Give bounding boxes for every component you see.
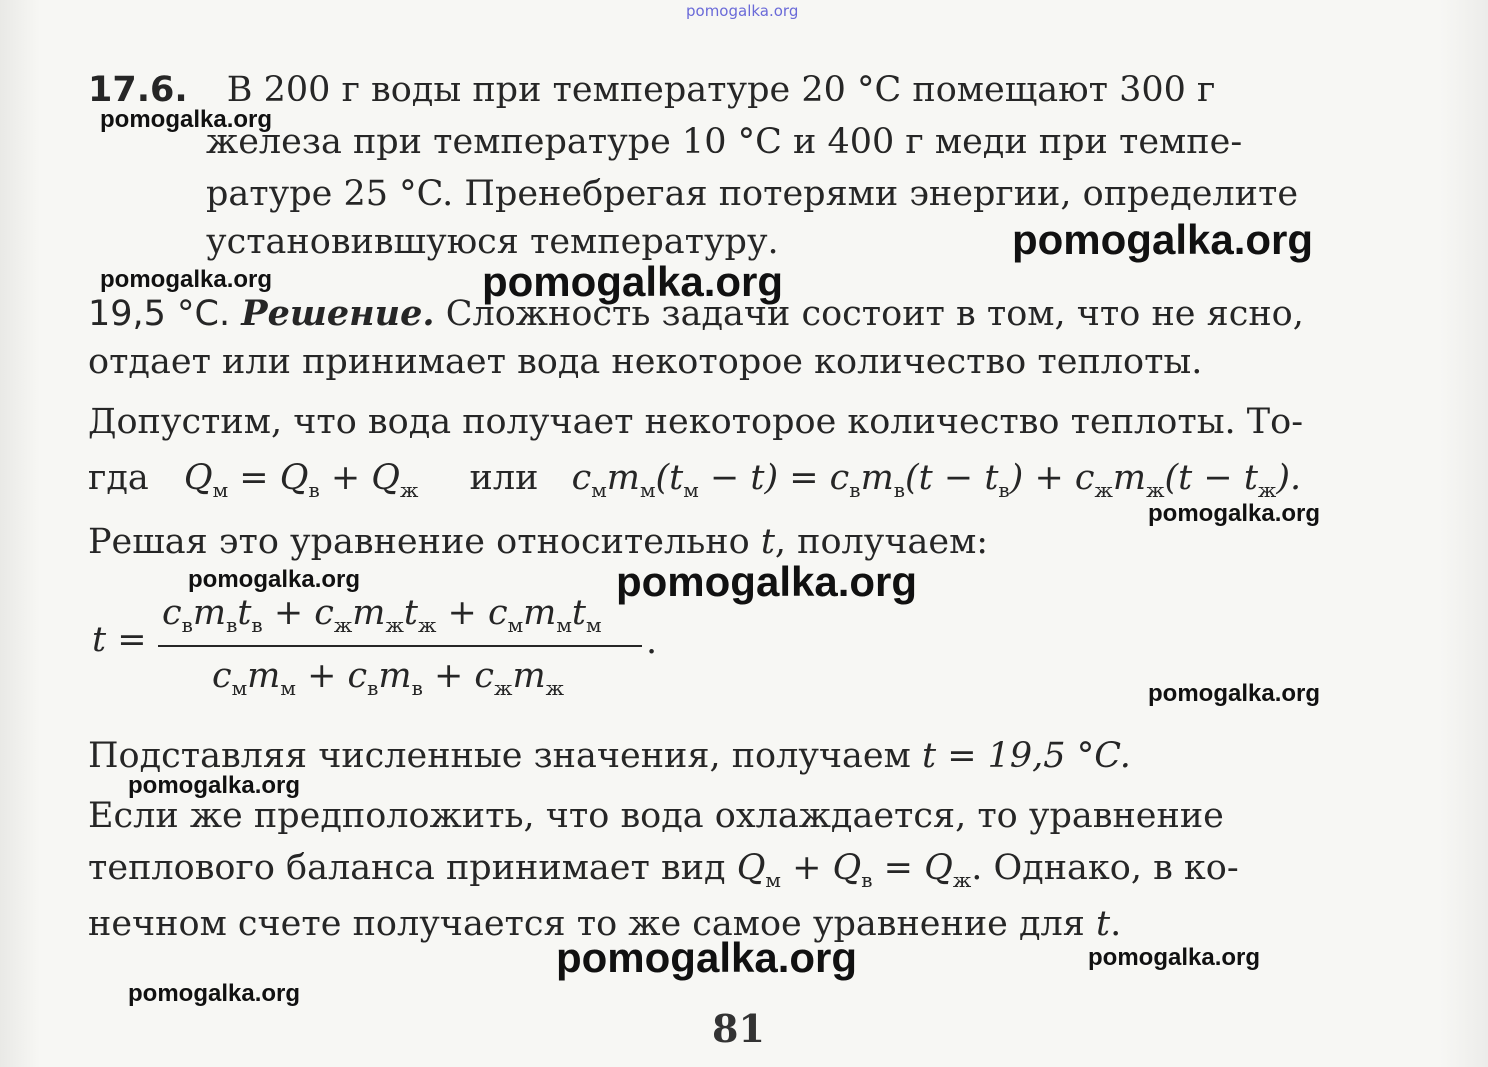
watermark-4: pomogalka.org — [482, 258, 784, 305]
watermark-top: pomogalka.org — [686, 2, 799, 20]
cooling-line-2-end: . Однако, в ко- — [971, 848, 1239, 888]
watermark-3: pomogalka.org — [100, 266, 273, 293]
formula-period: . — [646, 622, 658, 662]
cooling-line-2 — [88, 846, 1239, 902]
watermark-7: pomogalka.org — [616, 558, 918, 605]
fraction-bar — [158, 645, 642, 647]
or-word: или — [469, 458, 539, 498]
assume-line-2-start: гда — [88, 458, 149, 498]
substitute-result: t = 19,5 °C. — [922, 736, 1131, 776]
watermark-12: pomogalka.org — [128, 980, 301, 1007]
watermark-11: pomogalka.org — [1088, 944, 1261, 971]
formula-t-lhs: t = — [92, 620, 147, 660]
watermark-8: pomogalka.org — [1148, 680, 1321, 707]
expanded-equation: $c_мm_м(t_м - t) = c_вm_в(t - t_в) + c_жm_ж(t - t_ж)$. — [571, 458, 1302, 502]
assume-line-1: Допустим, что вода получает некоторое количество теплоты. То- — [88, 402, 1304, 442]
problem-number: 17.6. — [88, 70, 188, 110]
solution-label: Решение. — [241, 293, 435, 334]
cooling-equation: $Q_м + Q_в = Q_ж$ — [736, 848, 972, 892]
solving-var: t — [760, 522, 775, 562]
problem-line-2: железа при температуре 10 °C и 400 г меди при темпе- — [206, 122, 1243, 162]
watermark-1: pomogalka.org — [100, 106, 273, 133]
heat-balance-equation: $Q_м = Q_в + Q_ж$ — [183, 458, 419, 502]
heat-balance-equation-line — [88, 456, 1301, 512]
problem-line-4: установившуюся температуру. — [206, 222, 779, 262]
problem-text-1: В 200 г воды при температуре 20 °C помещают 300 г — [226, 70, 1216, 110]
watermark-9: pomogalka.org — [128, 772, 301, 799]
watermark-10: pomogalka.org — [556, 934, 858, 981]
problem-line-3: ратуре 25 °C. Пренебрегая потерями энергии, определите — [206, 174, 1299, 214]
watermark-6: pomogalka.org — [188, 566, 361, 593]
answer-value: 19,5 °C. — [88, 294, 231, 334]
formula-numerator: $c_вm_вt_в + c_жm_жt_ж + c_мm_мt_м$ — [162, 593, 602, 637]
cooling-line-3-var: t — [1096, 904, 1111, 944]
solving-text: Решая это уравнение относительно — [88, 522, 750, 562]
substitute-text: Подставляя численные значения, получаем — [88, 736, 911, 776]
cooling-line-2-start: теплового баланса принимает вид — [88, 848, 726, 888]
watermark-2: pomogalka.org — [1012, 216, 1314, 263]
cooling-line-3-end: . — [1110, 904, 1122, 944]
cooling-line-1: Если же предположить, что вода охлаждается, то уравнение — [88, 796, 1224, 836]
page-number: 81 — [712, 1006, 765, 1051]
watermark-5: pomogalka.org — [1148, 500, 1321, 527]
solving-end: , получаем: — [774, 522, 989, 562]
formula-denominator: $c_мm_м + c_вm_в + c_жm_ж$ — [212, 656, 565, 700]
answer-line-2: отдает или принимает вода некоторое количество теплоты. — [88, 342, 1203, 382]
cooling-line-3-text: нечном счете получается то же самое уравнение для — [88, 904, 1085, 944]
answer-text-1: Сложность задачи состоит в том, что не ясно, — [445, 294, 1304, 334]
